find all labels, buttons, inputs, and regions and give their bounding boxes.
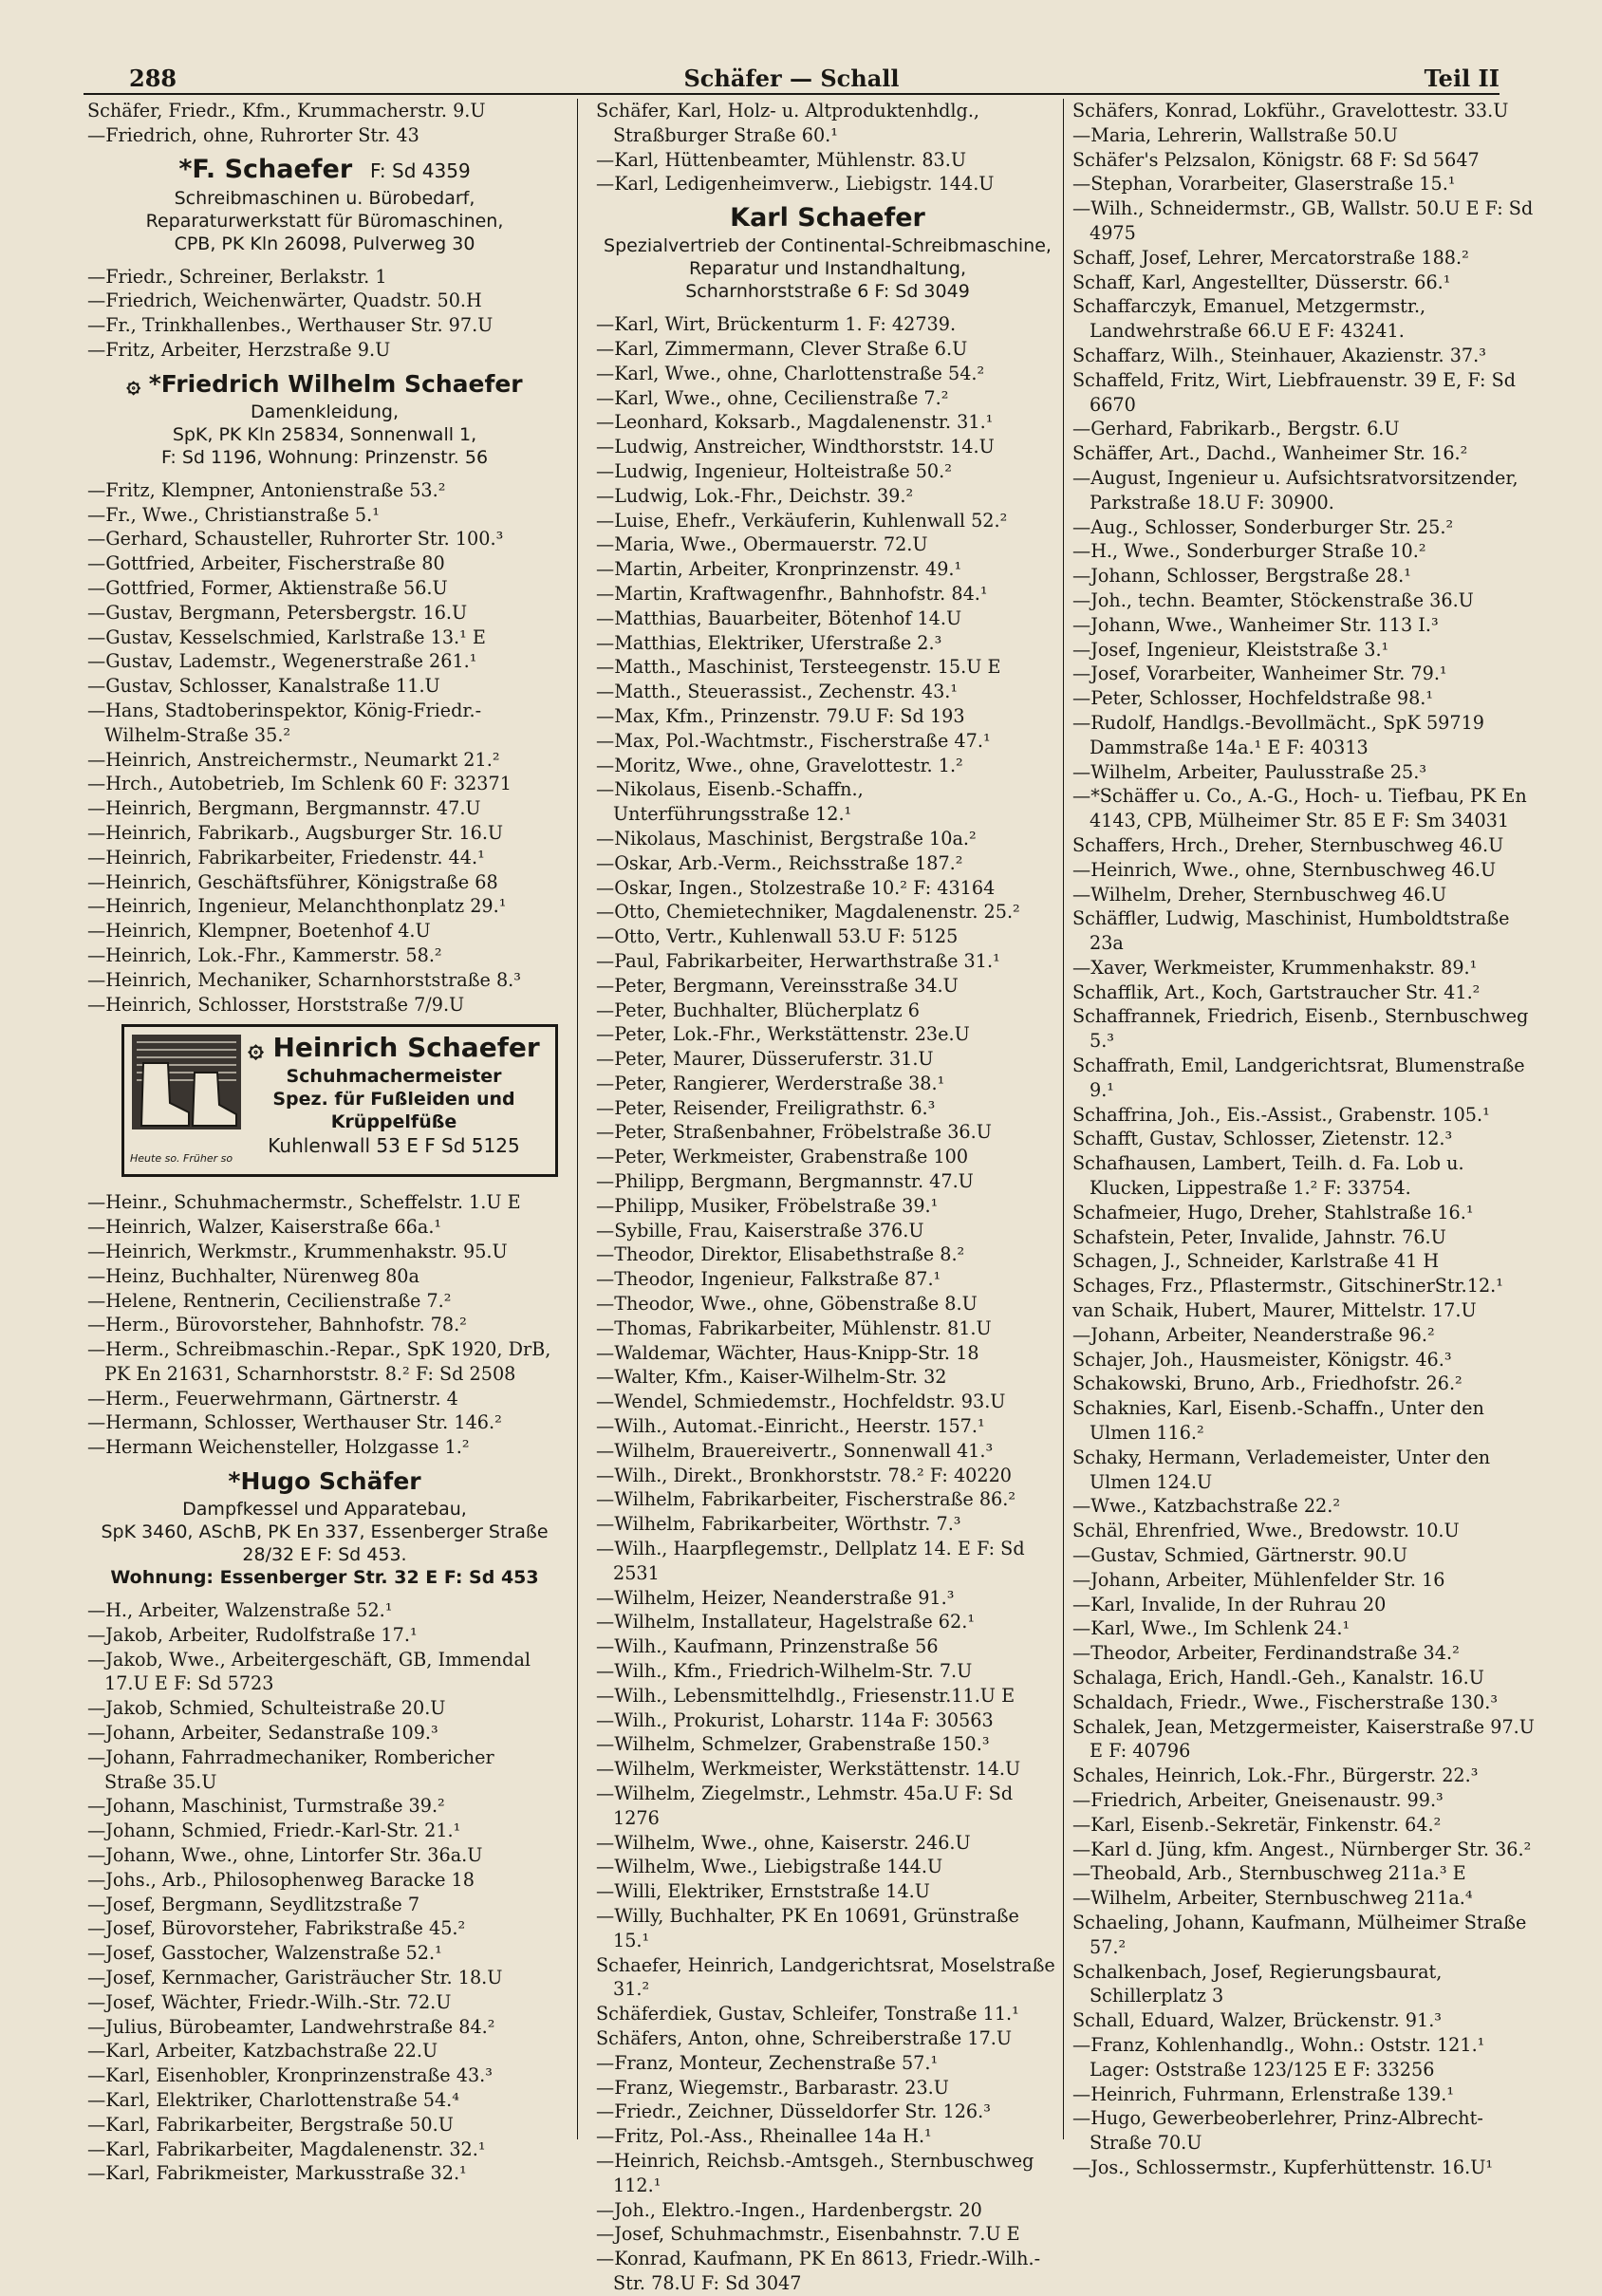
directory-entry: —Stephan, Vorarbeiter, Glaserstraße 15.¹	[1072, 173, 1456, 196]
ad-line: Dampfkessel und Apparatebau,	[182, 1499, 467, 1521]
directory-entry: Schaffers, Hrch., Dreher, Sternbuschweg 46.U	[1072, 833, 1504, 856]
ad-line: F: Sd 1196, Wohnung: Prinzenstr. 56	[160, 446, 489, 468]
directory-entry: —Wilh., Lebensmittelhdlg., Friesenstr.11.U E	[596, 1684, 1015, 1707]
directory-entry: —Karl, Eisenb.-Sekretär, Finkenstr. 64.²	[1072, 1813, 1442, 1836]
directory-entry: —Gustav, Bergmann, Petersbergstr. 16.U	[87, 601, 468, 624]
directory-entry: —Herm., Feuerwehrmann, Gärtnerstr. 4	[87, 1387, 458, 1409]
directory-entry: —Theodor, Arbeiter, Ferdinandstraße 34.²	[1072, 1642, 1460, 1665]
ad-caption: Heute so. Früher so	[130, 1151, 233, 1165]
directory-entry: Schäl, Ehrenfried, Wwe., Bredowstr. 10.U	[1072, 1520, 1460, 1542]
directory-entry: —Ludwig, Lok.-Fhr., Deichstr. 39.²	[596, 484, 914, 507]
directory-entry: Schäfers, Anton, ohne, Schreiberstraße 17.U	[596, 2026, 1013, 2049]
directory-entry: Schaffarczyk, Emanuel, Metzgermstr., Landwehrstraße 66.U E F: 43241.	[1072, 295, 1426, 343]
directory-entry: —Philipp, Bergmann, Bergmannstr. 47.U	[596, 1170, 974, 1193]
directory-entry: —Walter, Kfm., Kaiser-Wilhelm-Str. 32	[596, 1366, 947, 1389]
directory-entry: Schall, Eduard, Walzer, Brückenstr. 91.³	[1072, 2009, 1442, 2032]
directory-entry: —Heinrich, Reichsb.-Amtsgeh., Sternbuschweg 112.¹	[596, 2149, 1034, 2196]
directory-entry: —Peter, Werkmeister, Grabenstraße 100	[596, 1146, 969, 1168]
directory-entry: —Wilhelm, Wwe., Liebigstraße 144.U	[596, 1856, 943, 1878]
directory-entry: —Gustav, Lademstr., Wegenerstraße 261.¹	[87, 650, 477, 673]
directory-entry: —Gerhard, Fabrikarb., Bergstr. 6.U	[1072, 418, 1400, 440]
directory-entry: Schaknies, Karl, Eisenb.-Schaffn., Unter den Ulmen 116.²	[1072, 1397, 1484, 1445]
directory-entry: —Aug., Schlosser, Sonderburger Str. 25.²	[1072, 515, 1454, 538]
directory-entry: —Josef, Kernmacher, Garisträucher Str. 18.U	[87, 1967, 503, 1989]
directory-entry: —Heinrich, Ingenieur, Melanchthonplatz 29.¹	[87, 895, 507, 918]
entry-list	[87, 99, 562, 148]
directory-entry: —Karl, Hüttenbeamter, Mühlenstr. 83.U	[596, 148, 967, 171]
emblem-icon: ۞	[126, 369, 140, 398]
directory-entry: —Fr., Wwe., Christianstraße 5.¹	[87, 503, 380, 526]
directory-entry: —Paul, Fabrikarbeiter, Herwarthstraße 31.¹	[596, 949, 1000, 972]
directory-entry: —Wilhelm, Installateur, Hagelstraße 62.¹	[596, 1611, 976, 1633]
directory-entry: —Martin, Kraftwagenfhr., Bahnhofstr. 84.¹	[596, 582, 988, 605]
directory-entry: Schaldach, Friedr., Wwe., Fischerstraße 130.³	[1072, 1690, 1499, 1713]
entry-list	[87, 1598, 562, 2186]
ad-name: *F. Schaefer	[178, 154, 353, 184]
directory-entry: —Johann, Arbeiter, Mühlenfelder Str. 16	[1072, 1568, 1445, 1591]
directory-entry: —Wilh., Haarpflegemstr., Dellplatz 14. E F: Sd 2531	[596, 1538, 1025, 1584]
ad-line: Krüppelfüße	[330, 1111, 457, 1133]
directory-entry: Schäfer, Friedr., Kfm., Krummacherstr. 9.U	[87, 100, 486, 121]
directory-entry: Schaff, Karl, Angestellter, Düsserstr. 66.¹	[1072, 271, 1451, 293]
directory-entry: —Wilhelm, Arbeiter, Sternbuschweg 211a.⁴	[1072, 1887, 1473, 1910]
ad-line: CPB, PK Kln 26098, Pulverweg 30	[174, 233, 475, 254]
directory-entry: —Wilhelm, Brauereivertr., Sonnenwall 41.³	[596, 1439, 994, 1462]
directory-entry: —Thomas, Fabrikarbeiter, Mühlenstr. 81.U	[596, 1316, 992, 1339]
directory-entry: —Wilhelm, Schmelzer, Grabenstraße 150.³	[596, 1733, 990, 1756]
directory-entry: Schaffarz, Wilh., Steinhauer, Akazienstr. 37.³	[1072, 344, 1486, 366]
directory-entry: —Peter, Schlosser, Hochfeldstraße 98.¹	[1072, 687, 1434, 710]
directory-entry: —Waldemar, Wächter, Haus-Knipp-Str. 18	[596, 1341, 979, 1364]
ad-name: *Hugo Schäfer	[228, 1467, 421, 1496]
directory-entry: —H., Arbeiter, Walzenstraße 52.¹	[87, 1599, 393, 1622]
directory-entry: —Josef, Vorarbeiter, Wanheimer Str. 79.¹	[1072, 663, 1447, 685]
directory-entry: —Friedr., Zeichner, Düsseldorfer Str. 126.³	[596, 2100, 991, 2123]
directory-entry: Schaefer, Heinrich, Landgerichtsrat, Moselstraße 31.²	[596, 1953, 1055, 2001]
directory-entry: —Heinrich, Bergmann, Bergmannstr. 47.U	[87, 797, 481, 820]
directory-entry: Schaffrina, Joh., Eis.-Assist., Grabenstr. 105.¹	[1072, 1103, 1490, 1126]
directory-entry: —Peter, Bergmann, Vereinsstraße 34.U	[596, 974, 959, 997]
directory-entry: Schagen, J., Schneider, Karlstraße 41 H	[1072, 1250, 1440, 1273]
directory-entry: —Peter, Maurer, Düsseruferstr. 31.U	[596, 1048, 934, 1071]
ad-line: Scharnhorststraße 6 F: Sd 3049	[685, 281, 970, 303]
entry-list	[1072, 99, 1543, 2180]
directory-entry: —Moritz, Wwe., ohne, Gravelottestr. 1.²	[596, 754, 963, 776]
directory-entry: —Peter, Reisender, Freiligrathstr. 6.³	[596, 1096, 936, 1119]
column-divider	[1063, 99, 1064, 2139]
directory-entry: —Hermann Weichensteller, Holzgasse 1.²	[87, 1436, 470, 1459]
directory-entry: —Jos., Schlossermstr., Kupferhüttenstr. 16.U¹	[1072, 2156, 1494, 2178]
directory-entry: Schäffler, Ludwig, Maschinist, Humboldtstraße 23a	[1072, 907, 1510, 955]
directory-entry: Schaffeld, Fritz, Wirt, Liebfrauenstr. 39 E, F: Sd 6670	[1072, 368, 1516, 416]
directory-entry: —Jakob, Arbeiter, Rudolfstraße 17.¹	[87, 1623, 418, 1646]
directory-entry: —Max, Kfm., Prinzenstr. 79.U F: Sd 193	[596, 704, 965, 727]
directory-entry: —Karl, Wwe., ohne, Charlottenstraße 54.²	[596, 362, 985, 384]
directory-entry: —Wilh., Prokurist, Loharstr. 114a F: 30563	[596, 1708, 994, 1731]
directory-entry: —Josef, Wächter, Friedr.-Wilh.-Str. 72.U	[87, 1990, 452, 2013]
directory-entry: —H., Wwe., Sonderburger Straße 10.²	[1072, 540, 1426, 563]
directory-entry: Schaff, Josef, Lehrer, Mercatorstraße 188.²	[1072, 246, 1469, 269]
directory-entry: —Martin, Arbeiter, Kronprinzenstr. 49.¹	[596, 558, 962, 581]
ad-karl-schaefer	[596, 202, 1059, 303]
directory-entry: —Heinrich, Anstreichermstr., Neumarkt 21.²	[87, 748, 500, 771]
directory-entry: Schäfer, Karl, Holz- u. Altproduktenhdlg., Straßburger Straße 60.¹	[596, 100, 980, 146]
ad-line: Damenkleidung,	[250, 401, 399, 422]
directory-entry: —Wilhelm, Heizer, Neanderstraße 91.³	[596, 1586, 955, 1609]
directory-entry: —Peter, Lok.-Fhr., Werkstättenstr. 23e.U	[596, 1023, 970, 1046]
directory-entry: —Johann, Maschinist, Turmstraße 39.²	[87, 1795, 445, 1818]
directory-entry: —Otto, Vertr., Kuhlenwall 53.U F: 5125	[596, 925, 959, 948]
ad-name: *Friedrich Wilhelm Schaefer	[148, 369, 523, 398]
emblem-icon: ۞	[248, 1032, 264, 1064]
column-divider	[577, 99, 578, 2139]
directory-entry: —Karl, Wirt, Brückenturm 1. F: 42739.	[596, 313, 957, 336]
directory-entry: —Wilhelm, Fabrikarbeiter, Fischerstraße 86.²	[596, 1488, 1016, 1511]
column-1	[87, 99, 562, 2185]
directory-entry: —Julius, Bürobeamter, Landwehrstraße 84.²	[87, 2015, 495, 2038]
directory-entry: —Xaver, Werkmeister, Krummenhakstr. 89.¹	[1072, 956, 1478, 979]
directory-entry: —*Schäffer u. Co., A.-G., Hoch- u. Tiefbau, PK En 4143, CPB, Mülheimer Str. 85 E F: Sm 34031	[1072, 785, 1527, 832]
directory-entry: —Josef, Bürovorsteher, Fabrikstraße 45.²	[87, 1917, 466, 1940]
directory-entry: —Friedrich, Arbeiter, Gneisenaustr. 99.³	[1072, 1788, 1444, 1811]
directory-entry: —Heinrich, Geschäftsführer, Königstraße 68	[87, 870, 498, 893]
directory-entry: —Karl, Fabrikarbeiter, Bergstraße 50.U	[87, 2113, 454, 2136]
part-label: Teil II	[1424, 65, 1500, 92]
directory-entry: —Herm., Schreibmaschin.-Repar., SpK 1920, DrB, PK En 21631, Scharnhorststr. 8.² F: Sd 2508	[87, 1338, 551, 1385]
directory-entry: Schages, Frz., Pflastermstr., GitschinerStr.12.¹	[1072, 1275, 1503, 1297]
directory-entry: —Johann, Wwe., Wanheimer Str. 113 I.³	[1072, 613, 1439, 636]
directory-entry: —Heinrich, Fabrikarbeiter, Friedenstr. 44.¹	[87, 846, 485, 868]
directory-entry: —Theodor, Ingenieur, Falkstraße 87.¹	[596, 1268, 941, 1291]
entry-list	[87, 265, 562, 363]
directory-entry: —Karl, Eisenhobler, Kronprinzenstraße 43.³	[87, 2064, 493, 2087]
directory-entry: —Friedrich, Weichenwärter, Quadstr. 50.H	[87, 289, 482, 312]
directory-entry: —Peter, Straßenbahner, Fröbelstraße 36.U	[596, 1121, 992, 1144]
directory-entry: —Rudolf, Handlgs.-Bevollmächt., SpK 59719 Dammstraße 14a.¹ E F: 40313	[1072, 711, 1485, 758]
directory-entry: —Johs., Arb., Philosophenweg Baracke 18	[87, 1868, 475, 1891]
directory-entry: Schaffrath, Emil, Landgerichtsrat, Blumenstraße 9.¹	[1072, 1055, 1525, 1101]
directory-entry: Schaffrannek, Friedrich, Eisenb., Sternbuschweg 5.³	[1072, 1005, 1529, 1053]
ad-line: SpK, PK Kln 25834, Sonnenwall 1,	[172, 423, 477, 445]
ad-f-schaefer	[87, 154, 562, 255]
column-2	[596, 99, 1059, 2294]
directory-entry: Schaeling, Johann, Kaufmann, Mülheimer Straße 57.²	[1072, 1911, 1527, 1958]
directory-entry: —Karl, Wwe., ohne, Cecilienstraße 7.²	[596, 386, 949, 409]
directory-entry: —Wilh., Kaufmann, Prinzenstraße 56	[596, 1635, 939, 1658]
directory-entry: —Josef, Ingenieur, Kleiststraße 3.¹	[1072, 638, 1389, 661]
directory-entry: —Wilhelm, Ziegelmstr., Lehmstr. 45a.U F: Sd 1276	[596, 1783, 1014, 1829]
directory-entry: —Gustav, Schmied, Gärtnerstr. 90.U	[1072, 1544, 1408, 1567]
directory-entry: —Wwe., Katzbachstraße 22.²	[1072, 1495, 1341, 1518]
directory-entry: Schales, Heinrich, Lok.-Fhr., Bürgerstr. 22.³	[1072, 1764, 1479, 1787]
entry-list	[87, 478, 562, 1017]
directory-entry: —Friedr., Schreiner, Berlakstr. 1	[87, 265, 387, 288]
directory-entry: Schalkenbach, Josef, Regierungsbaurat, Schillerplatz 3	[1072, 1960, 1443, 2007]
directory-entry: —Leonhard, Koksarb., Magdalenenstr. 31.¹	[596, 411, 994, 434]
ad-hugo-schaefer	[87, 1465, 562, 1589]
directory-entry: —Heinrich, Werkmstr., Krummenhakstr. 95.U	[87, 1240, 508, 1262]
directory-entry: van Schaik, Hubert, Maurer, Mittelstr. 17.U	[1072, 1299, 1477, 1322]
directory-entry: —Wilh., Automat.-Einricht., Heerstr. 157.¹	[596, 1415, 985, 1438]
directory-entry: —Hans, Stadtoberinspektor, König-Friedr.-Wilhelm-Straße 35.²	[87, 699, 482, 746]
directory-entry: —Karl d. Jüng, kfm. Angest., Nürnberger Str. 36.²	[1072, 1838, 1532, 1860]
directory-entry: —Otto, Chemietechniker, Magdalenenstr. 25.²	[596, 901, 1020, 924]
directory-entry: —Fritz, Klempner, Antonienstraße 53.²	[87, 478, 446, 501]
directory-entry: —Johann, Wwe., ohne, Lintorfer Str. 36a.U	[87, 1844, 483, 1867]
directory-entry: Schafflik, Art., Koch, Gartstraucher Str. 41.²	[1072, 980, 1481, 1003]
directory-entry: —Heinrich, Mechaniker, Scharnhorststraße 8.³	[87, 968, 521, 991]
directory-entry: —Theodor, Wwe., ohne, Göbenstraße 8.U	[596, 1293, 978, 1316]
ad-phone: F: Sd 4359	[369, 159, 471, 182]
directory-entry: —Karl, Wwe., Im Schlenk 24.¹	[1072, 1617, 1351, 1640]
directory-entry: Schakowski, Bruno, Arb., Friedhofstr. 26.²	[1072, 1372, 1462, 1395]
directory-entry: —Hugo, Gewerbeoberlehrer, Prinz-Albrecht-Straße 70.U	[1072, 2107, 1483, 2155]
directory-entry: —Johann, Arbeiter, Neanderstraße 96.²	[1072, 1323, 1435, 1346]
directory-entry: —Jakob, Schmied, Schulteistraße 20.U	[87, 1697, 446, 1720]
directory-entry: —Gustav, Kesselschmied, Karlstraße 13.¹ E	[87, 625, 486, 648]
column-3	[1072, 99, 1543, 2178]
directory-entry: Schafhausen, Lambert, Teilh. d. Fa. Lob u. Klucken, Lippestraße 1.² F: 33754.	[1072, 1152, 1464, 1200]
directory-entry: —Johann, Fahrradmechaniker, Rombericher Straße 35.U	[87, 1745, 494, 1793]
directory-entry: —Friedrich, ohne, Ruhrorter Str. 43	[87, 123, 419, 146]
directory-entry: —Heinrich, Fabrikarb., Augsburger Str. 16.U	[87, 821, 504, 844]
directory-entry: —Franz, Monteur, Zechenstraße 57.¹	[596, 2051, 939, 2074]
directory-entry: Schaky, Hermann, Verlademeister, Unter den Ulmen 124.U	[1072, 1446, 1491, 1493]
directory-entry: Schäfers, Konrad, Lokführ., Gravelottestr. 33.U	[1072, 100, 1509, 121]
directory-entry: —Heinrich, Fuhrmann, Erlenstraße 139.¹	[1072, 2082, 1455, 2105]
directory-entry: —Hrch., Autobetrieb, Im Schlenk 60 F: 32371	[87, 773, 512, 795]
ad-heinrich-schaefer	[121, 1024, 558, 1177]
directory-entry: —Heinrich, Klempner, Boetenhof 4.U	[87, 920, 431, 943]
directory-entry: Schalek, Jean, Metzgermeister, Kaiserstraße 97.U E F: 40796	[1072, 1715, 1535, 1763]
directory-entry: —Wilh., Schneidermstr., GB, Wallstr. 50.U E F: Sd 4975	[1072, 197, 1534, 244]
directory-entry: —Karl, Zimmermann, Clever Straße 6.U	[596, 337, 968, 360]
directory-entry: —Fr., Trinkhallenbes., Werthauser Str. 97.U	[87, 314, 494, 337]
directory-entry: —Wilhelm, Wwe., ohne, Kaiserstr. 246.U	[596, 1831, 971, 1854]
directory-entry: —Karl, Ledigenheimverw., Liebigstr. 144.U	[596, 173, 995, 196]
page-header	[84, 61, 1500, 95]
directory-entry: —Franz, Wiegemstr., Barbarastr. 23.U	[596, 2076, 949, 2099]
directory-entry: —Heinrich, Walzer, Kaiserstraße 66a.¹	[87, 1216, 442, 1239]
directory-entry: —Josef, Schuhmachmstr., Eisenbahnstr. 7.U E	[596, 2223, 1020, 2246]
directory-entry: —Wendel, Schmiedemstr., Hochfeldstr. 93.U	[596, 1391, 1006, 1413]
directory-entry: —Franz, Kohlenhandlg., Wohn.: Oststr. 121.¹ Lager: Oststraße 123/125 E F: 33256	[1072, 2033, 1485, 2081]
ad-address: Kuhlenwall 53 E F Sd 5125	[268, 1134, 520, 1158]
directory-entry: —Johann, Arbeiter, Sedanstraße 109.³	[87, 1722, 438, 1745]
directory-entry: —Oskar, Arb.-Verm., Reichsstraße 187.²	[596, 851, 963, 874]
directory-entry: —Oskar, Ingen., Stolzestraße 10.² F: 43164	[596, 876, 996, 899]
directory-entry: —Herm., Bürovorsteher, Bahnhofstr. 78.²	[87, 1314, 467, 1336]
directory-entry: Schalaga, Erich, Handl.-Geh., Kanalstr. 16.U	[1072, 1667, 1484, 1689]
directory-entry: —Joh., Elektro.-Ingen., Hardenbergstr. 20	[596, 2198, 982, 2221]
running-title: Schäfer — Schall	[683, 65, 900, 92]
directory-entry: Schäffer, Art., Dachd., Wanheimer Str. 16.²	[1072, 442, 1468, 465]
ad-line: Wohnung: Essenberger Str. 32 E F: Sd 453	[110, 1567, 539, 1589]
directory-entry: —Johann, Schlosser, Bergstraße 28.¹	[1072, 565, 1411, 588]
directory-entry: —Nikolaus, Maschinist, Bergstraße 10a.²	[596, 827, 977, 849]
directory-entry: —Karl, Fabrikmeister, Markusstraße 32.¹	[87, 2162, 467, 2185]
entry-list	[596, 99, 1059, 196]
directory-entry: —Karl, Invalide, In der Ruhrau 20	[1072, 1593, 1387, 1615]
directory-entry: —Heinrich, Lok.-Fhr., Kammerstr. 58.²	[87, 943, 442, 966]
directory-entry: —Nikolaus, Eisenb.-Schaffn., Unterführungsstraße 12.¹	[596, 778, 864, 826]
directory-entry: —Karl, Fabrikarbeiter, Magdalenenstr. 32.¹	[87, 2137, 486, 2160]
directory-entry: —Luise, Ehefr., Verkäuferin, Kuhlenwall 52.²	[596, 509, 1008, 532]
directory-entry: —Ludwig, Anstreicher, Windthorststr. 14.U	[596, 436, 995, 458]
directory-entry: —Gerhard, Schausteller, Ruhrorter Str. 100.³	[87, 528, 504, 551]
directory-entry: Schafmeier, Hugo, Dreher, Stahlstraße 16.¹	[1072, 1201, 1474, 1223]
directory-entry: —Heinrich, Schlosser, Horststraße 7/9.U	[87, 993, 465, 1016]
header-rule	[84, 93, 1500, 95]
directory-entry: —Matthias, Bauarbeiter, Bötenhof 14.U	[596, 607, 962, 629]
directory-entry: —Wilh., Kfm., Friedrich-Wilhelm-Str. 7.U	[596, 1660, 973, 1683]
directory-entry: —Philipp, Musiker, Fröbelstraße 39.¹	[596, 1194, 939, 1217]
directory-entry: —Matth., Steuerassist., Zechenstr. 43.¹	[596, 681, 959, 703]
directory-entry: —Maria, Lehrerin, Wallstraße 50.U	[1072, 123, 1398, 146]
entry-list	[87, 1190, 562, 1460]
ad-name: Heinrich Schaefer	[272, 1032, 540, 1064]
directory-entry: Schafft, Gustav, Schlosser, Zietenstr. 12.³	[1072, 1128, 1453, 1150]
ad-friedrich-wilhelm-schaefer	[87, 368, 562, 469]
directory-entry: —Wilhelm, Arbeiter, Paulusstraße 25.³	[1072, 760, 1427, 783]
directory-entry: —Willy, Buchhalter, PK En 10691, Grünstraße 15.¹	[596, 1904, 1019, 1951]
directory-entry: —Johann, Schmied, Friedr.-Karl-Str. 21.¹	[87, 1820, 461, 1842]
directory-entry: —Sybille, Frau, Kaiserstraße 376.U	[596, 1219, 924, 1241]
boot-illustration	[132, 1035, 241, 1148]
directory-entry: —Wilhelm, Werkmeister, Werkstättenstr. 14.U	[596, 1758, 1021, 1781]
directory-entry: Schäfer's Pelzsalon, Königstr. 68 F: Sd 5647	[1072, 148, 1480, 171]
directory-entry: —Fritz, Arbeiter, Herzstraße 9.U	[87, 338, 391, 361]
directory-entry: —Matthias, Elektriker, Uferstraße 2.³	[596, 631, 942, 654]
directory-entry: —Konrad, Kaufmann, PK En 8613, Friedr.-Wilh.-Str. 78.U F: Sd 3047	[596, 2248, 1041, 2294]
directory-entry: —Gottfried, Arbeiter, Fischerstraße 80	[87, 552, 445, 575]
directory-entry: —Helene, Rentnerin, Cecilienstraße 7.²	[87, 1289, 452, 1312]
directory-entry: —Maria, Wwe., Obermauerstr. 72.U	[596, 533, 928, 556]
directory-entry: —Peter, Rangierer, Werderstraße 38.¹	[596, 1072, 945, 1094]
directory-entry: —Fritz, Pol.-Ass., Rheinallee 14a H.¹	[596, 2125, 932, 2148]
directory-entry: —Heinr., Schuhmachermstr., Scheffelstr. 1.U E	[87, 1191, 521, 1214]
directory-entry: —Theobald, Arb., Sternbuschweg 211a.³ E	[1072, 1862, 1466, 1885]
directory-entry: Schafstein, Peter, Invalide, Jahnstr. 76.U	[1072, 1225, 1446, 1248]
ad-name: Karl Schaefer	[730, 203, 925, 233]
ad-line: Spezialvertrieb der Continental-Schreibmaschine, Reparatur und Instandhaltung,	[604, 235, 1052, 280]
directory-entry: —Gustav, Schlosser, Kanalstraße 11.U	[87, 675, 440, 698]
directory-entry: —August, Ingenieur u. Aufsichtsratvorsitzender, Parkstraße 18.U F: 30900.	[1072, 466, 1518, 513]
directory-entry: —Matth., Maschinist, Tersteegenstr. 15.U E	[596, 656, 1001, 679]
ad-line: SpK 3460, ASchB, PK En 337, Essenberger Straße 28/32 E F: Sd 453.	[101, 1521, 549, 1566]
directory-entry: —Joh., techn. Beamter, Stöckenstraße 36.U	[1072, 588, 1474, 611]
directory-entry: —Ludwig, Ingenieur, Holteistraße 50.²	[596, 459, 952, 482]
directory-entry: —Wilhelm, Dreher, Sternbuschweg 46.U	[1072, 883, 1447, 905]
directory-entry: Schajer, Joh., Hausmeister, Königstr. 46.³	[1072, 1348, 1452, 1371]
directory-entry: —Gottfried, Former, Aktienstraße 56.U	[87, 576, 448, 599]
directory-entry: —Hermann, Schlosser, Werthauser Str. 146.²	[87, 1411, 502, 1434]
directory-entry: —Josef, Gasstocher, Walzenstraße 52.¹	[87, 1942, 442, 1965]
directory-entry: —Theodor, Direktor, Elisabethstraße 8.²	[596, 1243, 965, 1266]
ad-line: Spez. für Fußleiden und	[272, 1089, 515, 1111]
entry-list	[596, 312, 1059, 2296]
directory-entry: —Peter, Buchhalter, Blücherplatz 6	[596, 999, 920, 1021]
directory-entry: —Jakob, Wwe., Arbeitergeschäft, GB, Immendal 17.U E F: Sd 5723	[87, 1648, 531, 1695]
directory-entry: —Willi, Elektriker, Ernststraße 14.U	[596, 1880, 930, 1903]
page-number: 288	[129, 65, 177, 92]
directory-entry: —Max, Pol.-Wachtmstr., Fischerstraße 47.¹	[596, 729, 991, 752]
ad-line: Schreibmaschinen u. Bürobedarf, Reparaturwerkstatt für Büromaschinen,	[145, 187, 504, 232]
directory-entry: Schäferdiek, Gustav, Schleifer, Tonstraße 11.¹	[596, 2003, 1019, 2025]
directory-entry: —Wilh., Direkt., Bronkhorststr. 78.² F: 40220	[596, 1464, 1012, 1486]
ad-line: Schuhmachermeister	[286, 1066, 502, 1088]
directory-entry: —Karl, Arbeiter, Katzbachstraße 22.U	[87, 2040, 438, 2063]
directory-entry: —Heinrich, Wwe., ohne, Sternbuschweg 46.U	[1072, 858, 1497, 881]
directory-entry: —Josef, Bergmann, Seydlitzstraße 7	[87, 1893, 420, 1915]
directory-entry: —Heinz, Buchhalter, Nürenweg 80a	[87, 1264, 419, 1287]
directory-entry: —Wilhelm, Fabrikarbeiter, Wörthstr. 7.³	[596, 1513, 961, 1536]
directory-entry: —Karl, Elektriker, Charlottenstraße 54.⁴	[87, 2089, 459, 2112]
